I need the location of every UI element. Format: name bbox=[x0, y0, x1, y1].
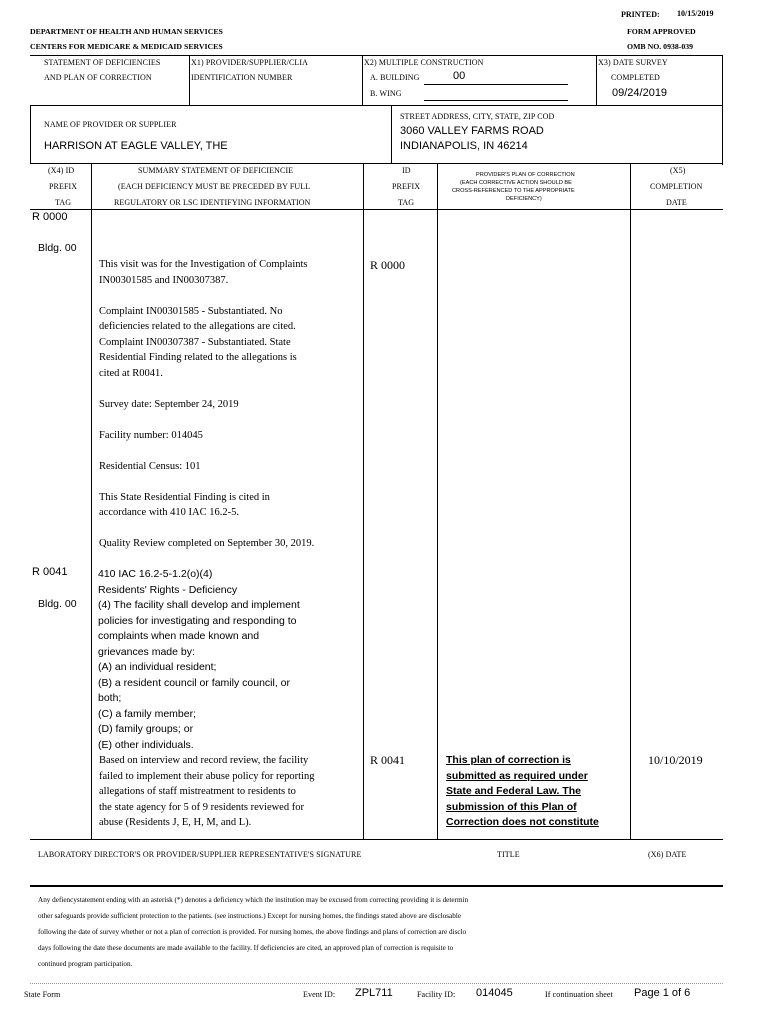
building-value: 00 bbox=[453, 70, 466, 82]
building-underline bbox=[424, 84, 568, 85]
provider-name-label: NAME OF PROVIDER OR SUPPLIER bbox=[44, 120, 177, 129]
summary-line bbox=[99, 443, 314, 459]
regulation-line: (C) a family member; bbox=[98, 707, 197, 720]
signature-label: LABORATORY DIRECTOR'S OR PROVIDER/SUPPLIER REPRESENTATIVE'S SIGNATURE bbox=[38, 850, 362, 859]
centers-title: CENTERS FOR MEDICARE & MEDICAID SERVICES bbox=[30, 42, 223, 51]
entry2-completion-date: 10/10/2019 bbox=[648, 753, 703, 767]
plan-label-2: (EACH CORRECTIVE ACTION SHOULD BE bbox=[460, 180, 572, 186]
x4-label-2: PREFIX bbox=[49, 182, 78, 191]
box1-divider-1 bbox=[189, 55, 190, 105]
summary-line bbox=[99, 521, 314, 537]
department-title: DEPARTMENT OF HEALTH AND HUMAN SERVICES bbox=[30, 27, 223, 36]
regulation-line: 410 IAC 16.2-5-1.2(o)(4) bbox=[98, 568, 213, 580]
regulation-line: grievances made by: bbox=[98, 645, 195, 658]
date-survey-value: 09/24/2019 bbox=[612, 87, 668, 99]
building-label: A. BUILDING bbox=[370, 73, 420, 82]
entry1-tag: R 0000 bbox=[32, 211, 68, 223]
facility-id-value: 014045 bbox=[476, 987, 513, 999]
id-label-2: PREFIX bbox=[392, 182, 421, 191]
column-header-bottom bbox=[30, 209, 723, 210]
signature-bottom-rule bbox=[30, 885, 723, 887]
summary-line bbox=[99, 381, 314, 397]
entry2-finding bbox=[99, 753, 314, 831]
summary-line bbox=[99, 474, 314, 490]
regulation-line: (B) a resident council or family council, or bbox=[98, 676, 290, 689]
box2-divider bbox=[391, 105, 392, 163]
summary-line bbox=[99, 288, 314, 304]
entry1-id-tag: R 0000 bbox=[370, 258, 406, 272]
plan-label-1: PROVIDER'S PLAN OF CORRECTION bbox=[476, 172, 575, 178]
footer-rule bbox=[30, 983, 723, 984]
summary-line bbox=[99, 412, 314, 428]
x6-date-label: (X6) DATE bbox=[648, 850, 687, 859]
x5-label-3: DATE bbox=[666, 198, 687, 207]
body-bottom-border bbox=[30, 839, 723, 840]
column-divider-3 bbox=[437, 163, 438, 839]
summary-line: This visit was for the Investigation of Complaints bbox=[99, 259, 308, 270]
entry2-tag: R 0041 bbox=[32, 566, 68, 578]
completed-label: COMPLETED bbox=[611, 73, 660, 82]
plan-line: State and Federal Law. The bbox=[446, 785, 581, 797]
box2-left-border bbox=[30, 105, 31, 163]
finding-line: failed to implement their abuse policy for reporting bbox=[99, 770, 315, 782]
column-divider-1 bbox=[91, 163, 92, 839]
provider-name-value: HARRISON AT EAGLE VALLEY, THE bbox=[44, 140, 228, 152]
plan-line: This plan of correction is bbox=[446, 754, 571, 766]
disclaimer-line: Any defiencystatement ending with an asterisk (*) denotes a deficiency which the institution may be excused from correcting providing it is determin bbox=[38, 896, 469, 904]
facility-id-label: Facility ID: bbox=[417, 990, 456, 999]
x4-label-1: (X4) ID bbox=[48, 166, 75, 175]
summary-label-1: SUMMARY STATEMENT OF DEFICIENCIE bbox=[138, 166, 294, 175]
summary-line: This State Residential Finding is cited in bbox=[99, 491, 270, 503]
plan-label-3: CROSS-REFERENCED TO THE APPROPRIATE bbox=[452, 188, 575, 194]
x5-label-1: (X5) bbox=[670, 166, 686, 175]
address-line-1: 3060 VALLEY FARMS ROAD bbox=[400, 125, 544, 137]
address-label: STREET ADDRESS, CITY, STATE, ZIP COD bbox=[400, 112, 555, 121]
summary-line: Residential Finding related to the allegations is bbox=[99, 352, 297, 363]
summary-line: Residential Census: 101 bbox=[99, 460, 201, 472]
statement-label-1: STATEMENT OF DEFICIENCIES bbox=[44, 58, 161, 67]
regulation-line: complaints when made known and bbox=[98, 630, 260, 642]
summary-line: cited at R0041. bbox=[99, 367, 163, 379]
address-line-2: INDIANAPOLIS, IN 46214 bbox=[400, 140, 528, 152]
entry2-plan-of-correction bbox=[446, 753, 599, 831]
entry2-bldg: Bldg. 00 bbox=[38, 598, 77, 610]
plan-line: submitted as required under bbox=[446, 769, 588, 782]
printed-date: 10/15/2019 bbox=[677, 9, 714, 18]
multiple-construction-label: X2) MULTIPLE CONSTRUCTION bbox=[364, 58, 484, 67]
x4-label-3: TAG bbox=[55, 198, 72, 207]
form-approved: FORM APPROVED bbox=[627, 27, 696, 36]
statement-label-2: AND PLAN OF CORRECTION bbox=[44, 73, 152, 82]
disclaimer-line: days following the date these documents are made available to the facility. If deficiencies are cited, an approved plan of correction is requisite to bbox=[38, 944, 454, 952]
plan-label-4: DEFICIENCY) bbox=[506, 196, 542, 202]
summary-label-2: (EACH DEFICIENCY MUST BE PRECEDED BY FULL bbox=[118, 182, 311, 191]
box1-divider-3 bbox=[596, 55, 597, 105]
entry2-id-tag: R 0041 bbox=[370, 753, 406, 767]
event-id-value: ZPL711 bbox=[355, 987, 393, 999]
omb-number: OMB NO. 0938-039 bbox=[627, 42, 694, 51]
wing-label: B. WING bbox=[370, 89, 402, 98]
printed-label: PRINTED: bbox=[621, 10, 660, 19]
continuation-label: If continuation sheet bbox=[545, 990, 613, 999]
box1-right-border bbox=[722, 55, 723, 165]
regulation-line: (4) The facility shall develop and implement bbox=[98, 599, 300, 611]
regulation-line: (D) family groups; or bbox=[98, 723, 194, 735]
disclaimer-line: following the date of survey whether or not a plan of correction is provided. For nursing homes, the above findings and plans of correction are disclo bbox=[38, 928, 467, 936]
id-label-3: TAG bbox=[398, 198, 415, 207]
summary-line: Complaint IN00301585 - Substantiated. No bbox=[99, 305, 283, 317]
regulation-line: policies for investigating and responding to bbox=[98, 614, 297, 627]
summary-line: Complaint IN00307387 - Substantiated. State bbox=[99, 336, 291, 348]
title-label: TITLE bbox=[497, 850, 520, 859]
summary-line: accordance with 410 IAC 16.2-5. bbox=[99, 507, 239, 518]
box2-bottom-border bbox=[30, 163, 723, 164]
finding-line: Based on interview and record review, the facility bbox=[99, 755, 309, 766]
regulation-line: Residents' Rights - Deficiency bbox=[98, 583, 238, 596]
page-number: Page 1 of 6 bbox=[634, 987, 691, 999]
summary-line: Quality Review completed on September 30, 2019. bbox=[99, 538, 315, 549]
provider-id-label-2: IDENTIFICATION NUMBER bbox=[191, 73, 293, 82]
finding-line: allegations of staff mistreatment to residents to bbox=[99, 786, 296, 797]
finding-line: the state agency for 5 of 9 residents reviewed for bbox=[99, 801, 304, 813]
finding-line: abuse (Residents J, E, H, M, and L). bbox=[99, 817, 252, 828]
date-survey-label: X3) DATE SURVEY bbox=[598, 58, 668, 67]
disclaimer-line: continued program participation. bbox=[38, 960, 133, 968]
summary-line: Facility number: 014045 bbox=[99, 429, 203, 441]
regulation-line: both; bbox=[98, 692, 122, 704]
column-divider-4 bbox=[630, 163, 631, 839]
summary-line: Survey date: September 24, 2019 bbox=[99, 398, 239, 410]
wing-underline bbox=[424, 100, 568, 101]
box1-bottom-border bbox=[30, 105, 723, 106]
event-id-label: Event ID: bbox=[303, 990, 336, 999]
summary-label-3: REGULATORY OR LSC IDENTIFYING INFORMATION bbox=[114, 198, 311, 207]
box1-divider-2 bbox=[362, 55, 363, 105]
summary-line: deficiencies related to the allegations are cited. bbox=[99, 321, 296, 332]
regulation-line: (E) other individuals. bbox=[98, 738, 194, 751]
state-form-label: State Form bbox=[24, 990, 61, 999]
entry1-summary bbox=[99, 257, 314, 552]
disclaimer-line: other safeguards provide sufficient protection to the patients. (see instructions.) Except for nursing homes, the findings stated above are disclosable bbox=[38, 912, 462, 920]
id-label-1: ID bbox=[402, 166, 411, 175]
provider-id-label-1: X1) PROVIDER/SUPPLIER/CLIA bbox=[191, 58, 309, 67]
entry1-bldg: Bldg. 00 bbox=[38, 242, 77, 254]
summary-line: IN00301585 and IN00307387. bbox=[99, 274, 229, 286]
regulation-line: (A) an individual resident; bbox=[98, 661, 217, 673]
column-divider-2 bbox=[363, 163, 364, 839]
disclaimer-text bbox=[38, 892, 468, 972]
x5-label-2: COMPLETION bbox=[650, 182, 703, 191]
plan-line: submission of this Plan of bbox=[446, 800, 577, 813]
box1-top-border bbox=[30, 55, 723, 56]
entry2-regulation bbox=[98, 567, 300, 753]
plan-line: Correction does not constitute bbox=[446, 816, 599, 828]
